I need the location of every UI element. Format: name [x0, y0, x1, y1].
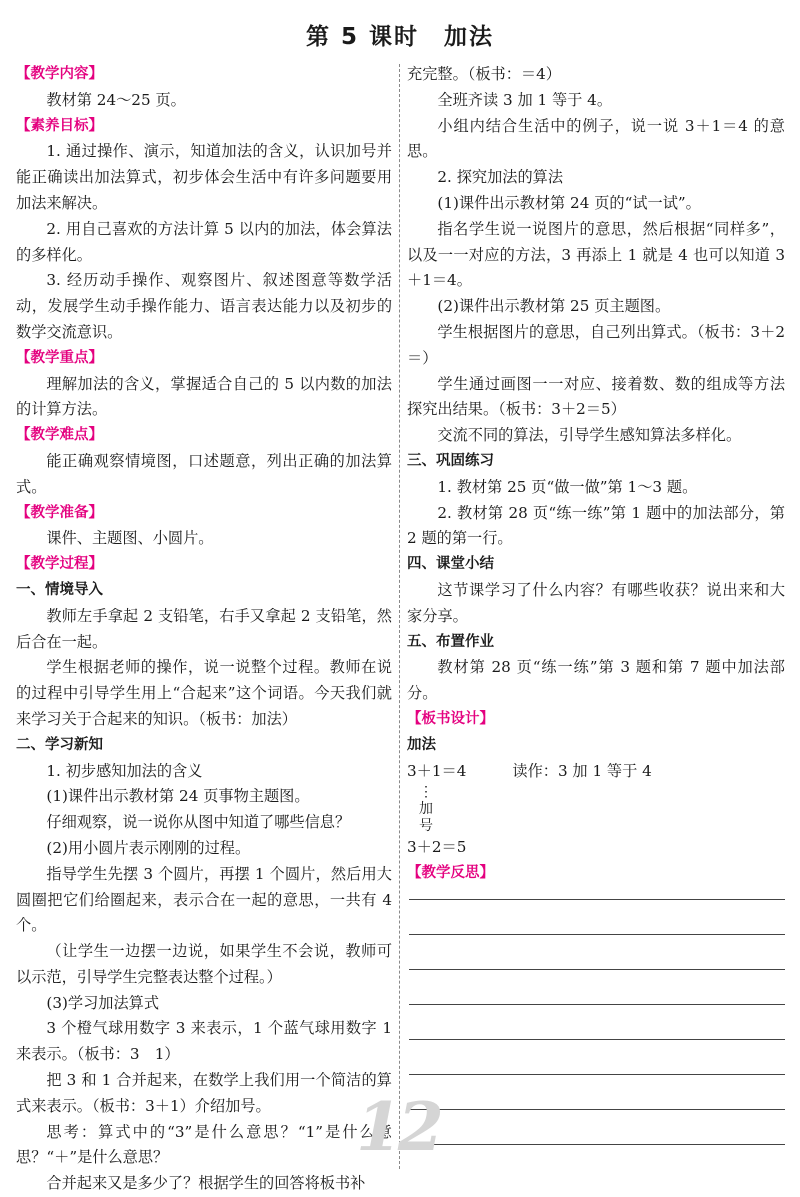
paragraph: 教师左手拿起 2 支铅笔，右手又拿起 2 支铅笔，然后合在一起。 — [16, 606, 392, 651]
paragraph: (1)课件出示教材第 24 页的“试一试”。 — [437, 193, 701, 212]
page-title: 第 5 课时 加法 — [305, 24, 495, 50]
board-design — [407, 733, 785, 861]
section-tag: 【教学重点】 — [16, 349, 103, 366]
writing-line — [409, 899, 785, 900]
paragraph: 指导学生先摆 3 个圆片，再摆 1 个圆片，然后用大圆圈把它们给圈起来，表示合在一起的意思，一共有 4 个。 — [16, 864, 392, 935]
paragraph: (1)课件出示教材第 24 页事物主题图。 — [46, 787, 310, 806]
paragraph: 仔细观察，说一说你从图中知道了哪些信息？ — [46, 813, 351, 832]
left-column — [16, 62, 392, 1197]
paragraph: 1. 通过操作、演示，知道加法的含义，认识加号并能正确读出加法算式，初步体会生活中有许多问题要用加法来解决。 — [16, 142, 392, 212]
paragraph: (2)用小圆片表示刚刚的过程。 — [46, 838, 251, 857]
section-tag: 【教学内容】 — [16, 66, 103, 82]
paragraph: 理解加法的含义，掌握适合自己的 5 以内数的加法的计算方法。 — [16, 374, 392, 419]
section-heading: 二、学习新知 — [16, 736, 103, 753]
paragraph: 3 个橙气球用数字 3 来表示，1 个蓝气球用数字 1 来表示。（板书：3 1） — [16, 1019, 392, 1064]
paragraph: 1. 教材第 25 页“做一做”第 1～3 题。 — [437, 477, 698, 496]
section-heading: 一、情境导入 — [16, 581, 103, 598]
section-tag: 【教学准备】 — [16, 504, 103, 521]
writing-line — [409, 1074, 785, 1075]
paragraph: 学生通过画图一一对应、接着数、数的组成等方法探究出结果。（板书：3＋2＝5） — [407, 374, 785, 419]
writing-line — [409, 969, 785, 970]
paragraph: 能正确观察情境图，口述题意，列出正确的加法算式。 — [16, 451, 392, 496]
section-tag: 【教学难点】 — [16, 427, 103, 444]
board-note-char: 加 — [419, 801, 433, 818]
paragraph: 这节课学习了什么内容？有哪些收获？说出来和大家分享。 — [407, 580, 785, 625]
paragraph: 2. 教材第 28 页“练一练”第 1 题中的加法部分，第 2 题的第一行。 — [407, 503, 785, 548]
writing-line — [409, 1144, 785, 1145]
section-tag: 【教学反思】 — [407, 865, 494, 882]
section-heading: 三、巩固练习 — [407, 452, 494, 469]
paragraph: 指名学生说一说图片的意思，然后根据“同样多”，以及一一对应的方法，3 再添上 1 就是 4 也可以知道 3＋1＝4。 — [407, 219, 785, 290]
board-plus-sign-note — [419, 784, 785, 835]
paragraph: (3)学习加法算式 — [46, 993, 160, 1012]
paragraph: 思考：算式中的“3”是什么意思？“1”是什么意思？“＋”是什么意思？ — [16, 1122, 392, 1167]
paragraph: 合并起来又是多少了？根据学生的回答将板书补 — [46, 1174, 366, 1193]
board-equation: 3＋1＝4 — [407, 761, 467, 780]
column-divider — [399, 64, 400, 1169]
paragraph: 把 3 和 1 合并起来，在数学上我们用一个简洁的算式来表示。（板书：3＋1）介绍加号。 — [16, 1071, 392, 1115]
board-reading: 读作：3 加 1 等于 4 — [512, 761, 652, 780]
section-heading: 五、布置作业 — [407, 633, 494, 650]
writing-line — [409, 934, 785, 935]
paragraph: 充完整。（板书：＝4） — [407, 65, 561, 83]
paragraph: 交流不同的算法，引导学生感知算法多样化。 — [437, 426, 742, 445]
section-tag: 【素养目标】 — [16, 117, 103, 134]
page-number: 12 — [356, 1088, 440, 1166]
paragraph: 小组内结合生活中的例子，说一说 3＋1＝4 的意思。 — [407, 116, 785, 161]
paragraph: 2. 探究加法的算法 — [437, 168, 564, 187]
paragraph: 2. 用自己喜欢的方法计算 5 以内的加法，体会算法的多样化。 — [16, 219, 392, 264]
writing-line — [409, 1109, 785, 1110]
paragraph: 3. 经历动手操作、观察图片、叙述图意等数学活动，发展学生动手操作能力、语言表达能力以及初步的数学交流意识。 — [16, 271, 392, 341]
paragraph: （让学生一边摆一边说，如果学生不会说，教师可以示范，引导学生完整表达整个过程。） — [16, 942, 392, 986]
paragraph: 教材第 28 页“练一练”第 3 题和第 7 题中加法部分。 — [407, 658, 785, 703]
paragraph: 1. 初步感知加法的含义 — [46, 761, 203, 780]
paragraph: 学生根据老师的操作，说一说整个过程。教师在说的过程中引导学生用上“合起来”这个词语。今天我们就来学习关于合起来的知识。（板书：加法） — [16, 658, 392, 728]
section-tag: 【教学过程】 — [16, 556, 103, 573]
paragraph: (2)课件出示教材第 25 页主题图。 — [437, 297, 671, 316]
paragraph: 教材第 24～25 页。 — [46, 90, 186, 109]
dots-icon: ⋮ — [419, 784, 433, 801]
writing-line — [409, 1004, 785, 1005]
board-title: 加法 — [407, 736, 436, 753]
section-heading: 四、课堂小结 — [407, 556, 494, 573]
writing-line — [409, 1039, 785, 1040]
board-equation-row — [407, 759, 785, 785]
paragraph: 学生根据图片的意思，自己列出算式。（板书：3＋2＝） — [407, 322, 785, 367]
section-tag: 【板书设计】 — [407, 710, 494, 727]
right-column — [407, 62, 785, 1145]
board-equation: 3＋2＝5 — [407, 838, 467, 857]
paragraph: 全班齐读 3 加 1 等于 4。 — [437, 90, 613, 109]
board-note-char: 号 — [419, 818, 433, 835]
paragraph: 课件、主题图、小圆片。 — [46, 529, 214, 548]
reflection-lines — [407, 899, 785, 1145]
